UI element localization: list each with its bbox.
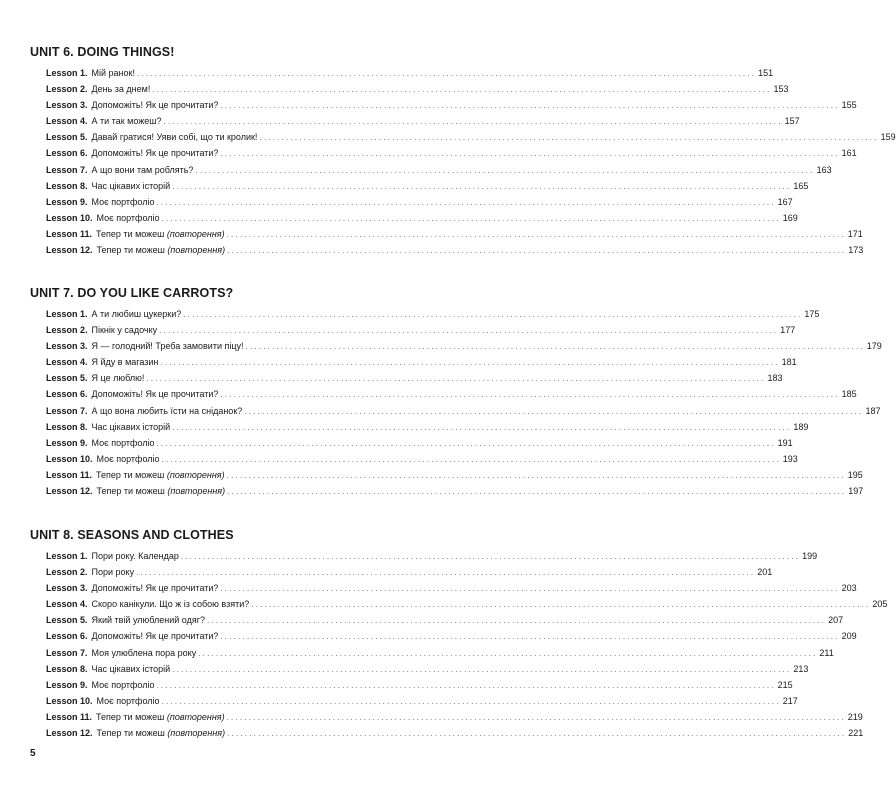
dot-leader: ............................................................................................................................................ [146,374,766,384]
toc-entry[interactable] [30,306,820,322]
dot-leader: ............................................................................................................................................ [220,149,840,159]
lesson-title-wrap [88,322,158,338]
dot-leader: ............................................................................................................................................ [180,552,801,561]
toc-entry[interactable] [30,322,796,338]
lesson-page-number: 217 [782,695,798,706]
dot-leader: ............................................................................................................................................ [161,696,781,706]
lesson-title-wrap [93,210,160,226]
lesson-page-number: 207 [828,615,844,626]
lesson-title: Пори року [91,567,135,578]
toc-entry[interactable] [30,467,863,483]
toc-entry[interactable] [30,97,857,113]
lesson-page-number: 199 [802,551,818,561]
lesson-title: Допоможіть! Як це прочитати? [91,583,219,594]
page-number: 5 [30,748,36,759]
dot-leader: ............................................................................................................................................ [159,326,779,336]
dot-leader: ............................................................................................................................................ [220,101,840,111]
lesson-title: Моє портфоліо [91,679,155,690]
dot-leader: ............................................................................................................................................ [226,712,846,722]
lesson-title: А ти любиш цукерки? [91,309,182,319]
toc-entry[interactable] [30,403,881,419]
lesson-title-wrap [88,370,145,386]
lesson-title: Моє портфоліо [96,695,160,706]
lesson-title-wrap [88,386,219,402]
lesson-number: Lesson 7. [46,164,88,175]
lesson-page-number: 159 [880,132,896,143]
lesson-title-note: (повторення) [166,711,225,722]
lesson-title-note: (повторення) [166,469,225,480]
lesson-title-wrap [93,483,226,499]
lesson-number: Lesson 4. [46,357,88,368]
lesson-title: Я це люблю! [91,373,145,384]
toc-entry[interactable] [30,419,809,435]
unit-7-section [30,283,882,499]
lesson-page-number: 175 [804,309,820,319]
lesson-number: Lesson 3. [46,583,88,594]
dot-leader: ............................................................................................................................................ [251,600,871,610]
lesson-number: Lesson 10. [46,212,93,223]
dot-leader: ............................................................................................................................................ [156,438,776,448]
lesson-number: Lesson 7. [46,647,88,658]
dot-leader: ............................................................................................................................................ [198,648,818,658]
lesson-page-number: 185 [841,389,857,400]
lesson-page-number: 155 [841,100,857,111]
lesson-page-number: 201 [757,567,773,578]
lesson-page-number: 161 [841,148,857,159]
toc-entry[interactable] [30,693,798,709]
lesson-page-number: 215 [777,679,793,690]
lesson-title-wrap [88,81,151,97]
lesson-title-wrap [88,65,135,81]
dot-leader: ............................................................................................................................................ [220,584,840,594]
toc-entry[interactable] [30,725,864,741]
lesson-number: Lesson 2. [46,325,88,336]
dot-leader: ............................................................................................................................................ [183,310,803,319]
dot-leader: ............................................................................................................................................ [227,487,847,497]
toc-entry[interactable] [30,113,800,129]
lesson-title: Який твій улюблений одяг? [91,615,205,626]
lesson-number: Lesson 8. [46,421,88,432]
lesson-title-wrap [88,596,250,612]
lesson-title-wrap [88,178,171,194]
lesson-title: Допоможіть! Як це прочитати? [91,389,219,400]
lesson-number: Lesson 12. [46,486,93,497]
lesson-page-number: 193 [782,453,798,464]
toc-entry[interactable] [30,451,798,467]
toc-entry[interactable] [30,242,864,258]
lesson-title: Допоможіть! Як це прочитати? [91,100,219,111]
lesson-number: Lesson 3. [46,341,88,352]
lesson-title-wrap [88,145,219,161]
toc-entry[interactable] [30,162,832,178]
lesson-title-wrap [93,451,160,467]
lesson-page-number: 213 [793,663,809,674]
lesson-title: Пікнік у садочку [91,325,158,336]
lesson-page-number: 195 [847,469,863,480]
dot-leader: ............................................................................................................................................ [160,358,780,368]
lesson-page-number: 165 [793,180,809,191]
lesson-title: Моє портфоліо [96,453,160,464]
lesson-page-number: 197 [848,486,864,497]
toc-entry[interactable] [30,483,864,499]
lesson-number: Lesson 8. [46,180,88,191]
toc-entry[interactable] [30,129,896,145]
dot-leader: ............................................................................................................................................ [136,69,757,78]
lesson-title-wrap [88,354,159,370]
lesson-page-number: 181 [781,357,797,368]
dot-leader: ............................................................................................................................................ [195,165,815,175]
dot-leader: ............................................................................................................................................ [220,390,840,400]
dot-leader: ............................................................................................................................................ [161,213,781,223]
lesson-title-wrap [88,306,182,322]
lesson-title: Час цікавих історій [91,421,171,432]
toc-entry[interactable] [30,628,857,644]
lesson-number: Lesson 3. [46,100,88,111]
lesson-title: День за днем! [91,84,151,95]
dot-leader: ............................................................................................................................................ [207,616,827,626]
lesson-page-number: 153 [773,84,789,95]
dot-leader: ............................................................................................................................................ [226,470,846,480]
lesson-title-wrap [93,242,226,258]
dot-leader: ............................................................................................................................................ [220,632,840,642]
lesson-number: Lesson 4. [46,599,88,610]
dot-leader: ............................................................................................................................................ [152,85,772,95]
toc-entry[interactable] [30,370,783,386]
lesson-title-wrap [88,194,155,210]
lesson-title-wrap [88,564,135,580]
lesson-title: Давай гратися! Уяви собі, що ти кролик! [91,132,258,143]
lesson-page-number: 191 [777,437,793,448]
lesson-title-wrap [88,419,171,435]
toc-entry[interactable] [30,435,793,451]
lesson-title: Моє портфоліо [91,196,155,207]
lesson-title-wrap [88,580,219,596]
toc-entry[interactable] [30,226,863,242]
lesson-title-wrap [92,226,225,242]
lesson-number: Lesson 4. [46,116,88,127]
toc-entry[interactable] [30,65,774,81]
toc-entry[interactable] [30,677,793,693]
dot-leader: ............................................................................................................................................ [227,246,847,256]
lesson-page-number: 179 [866,341,882,352]
lesson-title-wrap [88,645,197,661]
toc-entry[interactable] [30,338,882,354]
toc-entry[interactable] [30,564,773,580]
toc-entry[interactable] [30,709,863,725]
lesson-page-number: 171 [847,228,863,239]
lesson-number: Lesson 1. [46,551,88,561]
unit-title: UNIT 6. DOING THINGS! [30,45,175,59]
lesson-list [30,548,888,741]
lesson-title-wrap [88,548,179,564]
lesson-number: Lesson 1. [46,309,88,319]
lesson-number: Lesson 2. [46,84,88,95]
lesson-number: Lesson 2. [46,567,88,578]
lesson-page-number: 163 [816,164,832,175]
dot-leader: ............................................................................................................................................ [136,568,756,578]
toc-entry[interactable] [30,386,857,402]
lesson-number: Lesson 7. [46,405,88,416]
lesson-page-number: 169 [782,212,798,223]
dot-leader: ............................................................................................................................................ [259,133,879,143]
dot-leader: ............................................................................................................................................ [156,197,776,207]
lesson-title-note: (повторення) [167,486,226,497]
dot-leader: ............................................................................................................................................ [172,422,792,432]
lesson-title-wrap [88,403,243,419]
lesson-title-wrap [88,628,219,644]
lesson-number: Lesson 6. [46,631,88,642]
lesson-title-note: (повторення) [166,228,225,239]
lesson-title-wrap [92,709,225,725]
lesson-title: Тепер ти можеш [96,469,165,480]
dot-leader: ............................................................................................................................................ [161,454,781,464]
lesson-number: Lesson 12. [46,728,93,739]
lesson-number: Lesson 6. [46,148,88,159]
lesson-title-wrap [88,612,205,628]
dot-leader: ............................................................................................................................................ [172,664,792,674]
lesson-title: А ти так можеш? [91,116,162,127]
lesson-page-number: 167 [777,196,793,207]
lesson-list [30,306,882,499]
lesson-number: Lesson 9. [46,679,88,690]
lesson-title: А що вона любить їсти на сніданок? [91,405,243,416]
lesson-list [30,65,896,258]
lesson-title: Тепер ти можеш [96,486,165,497]
lesson-title: Тепер ти можеш [96,228,165,239]
toc-entry[interactable] [30,81,789,97]
toc-entry[interactable] [30,596,888,612]
lesson-page-number: 177 [780,325,796,336]
lesson-title: Скоро канікули. Що ж із собою взяти? [91,599,250,610]
lesson-title: А що вони там роблять? [91,164,194,175]
toc-entry[interactable] [30,548,818,564]
lesson-page-number: 151 [758,68,774,78]
lesson-page-number: 205 [872,599,888,610]
lesson-number: Lesson 12. [46,245,93,256]
lesson-page-number: 187 [865,405,881,416]
lesson-title: Допоможіть! Як це прочитати? [91,631,219,642]
lesson-title: Час цікавих історій [91,180,171,191]
lesson-title: Моє портфоліо [96,212,160,223]
lesson-number: Lesson 11. [46,711,93,722]
lesson-number: Lesson 6. [46,389,88,400]
lesson-number: Lesson 11. [46,228,93,239]
toc-entry[interactable] [30,354,797,370]
lesson-page-number: 203 [841,583,857,594]
lesson-page-number: 157 [784,116,800,127]
lesson-title-wrap [88,97,219,113]
dot-leader: ............................................................................................................................................ [163,117,783,127]
lesson-title-wrap [88,129,258,145]
lesson-title: Я йду в магазин [91,357,159,368]
unit-title: UNIT 7. DO YOU LIKE CARROTS? [30,286,234,300]
lesson-title-wrap [93,693,160,709]
lesson-page-number: 219 [847,711,863,722]
lesson-title-note: (повторення) [167,728,226,739]
lesson-title: Тепер ти можеш [96,711,165,722]
lesson-title: Тепер ти можеш [96,728,165,739]
toc-entry[interactable] [30,145,857,161]
lesson-title-wrap [88,338,244,354]
lesson-number: Lesson 5. [46,615,88,626]
lesson-title: Час цікавих історій [91,663,171,674]
lesson-title: Моя улюблена пора року [91,647,197,658]
lesson-number: Lesson 10. [46,695,93,706]
toc-entry[interactable] [30,580,857,596]
lesson-title: Тепер ти можеш [96,245,165,256]
dot-leader: ............................................................................................................................................ [172,181,792,191]
lesson-title-wrap [88,677,155,693]
lesson-number: Lesson 1. [46,68,88,78]
toc-entry[interactable] [30,194,793,210]
lesson-number: Lesson 9. [46,196,88,207]
lesson-title-wrap [88,435,155,451]
lesson-title-note: (повторення) [167,245,226,256]
lesson-page-number: 209 [841,631,857,642]
lesson-page-number: 173 [848,245,864,256]
toc-entry[interactable] [30,645,834,661]
unit-title: UNIT 8. SEASONS AND CLOTHES [30,528,234,542]
toc-entry[interactable] [30,612,844,628]
dot-leader: ............................................................................................................................................ [245,342,865,352]
lesson-title: Допоможіть! Як це прочитати? [91,148,219,159]
toc-entry[interactable] [30,178,809,194]
dot-leader: ............................................................................................................................................ [156,680,776,690]
lesson-title-wrap [92,467,225,483]
toc-entry[interactable] [30,210,798,226]
lesson-number: Lesson 5. [46,373,88,384]
lesson-title-wrap [88,162,194,178]
lesson-title: Пори року. Календар [91,551,179,561]
lesson-page-number: 183 [767,373,783,384]
lesson-title-wrap [88,661,171,677]
dot-leader: ............................................................................................................................................ [244,406,864,416]
lesson-title: Я — голодний! Треба замовити піцу! [91,341,244,352]
lesson-title-wrap [93,725,226,741]
lesson-number: Lesson 5. [46,132,88,143]
lesson-number: Lesson 8. [46,663,88,674]
lesson-page-number: 189 [793,421,809,432]
dot-leader: ............................................................................................................................................ [227,729,847,739]
lesson-title: Мій ранок! [91,68,135,78]
lesson-number: Lesson 9. [46,437,88,448]
lesson-number: Lesson 11. [46,469,93,480]
lesson-title: Моє портфоліо [91,437,155,448]
lesson-title-wrap [88,113,162,129]
toc-entry[interactable] [30,661,809,677]
lesson-page-number: 211 [819,647,834,658]
unit-6-section [30,42,896,258]
lesson-page-number: 221 [848,728,864,739]
dot-leader: ............................................................................................................................................ [226,229,846,239]
unit-8-section [30,525,888,741]
lesson-number: Lesson 10. [46,453,93,464]
